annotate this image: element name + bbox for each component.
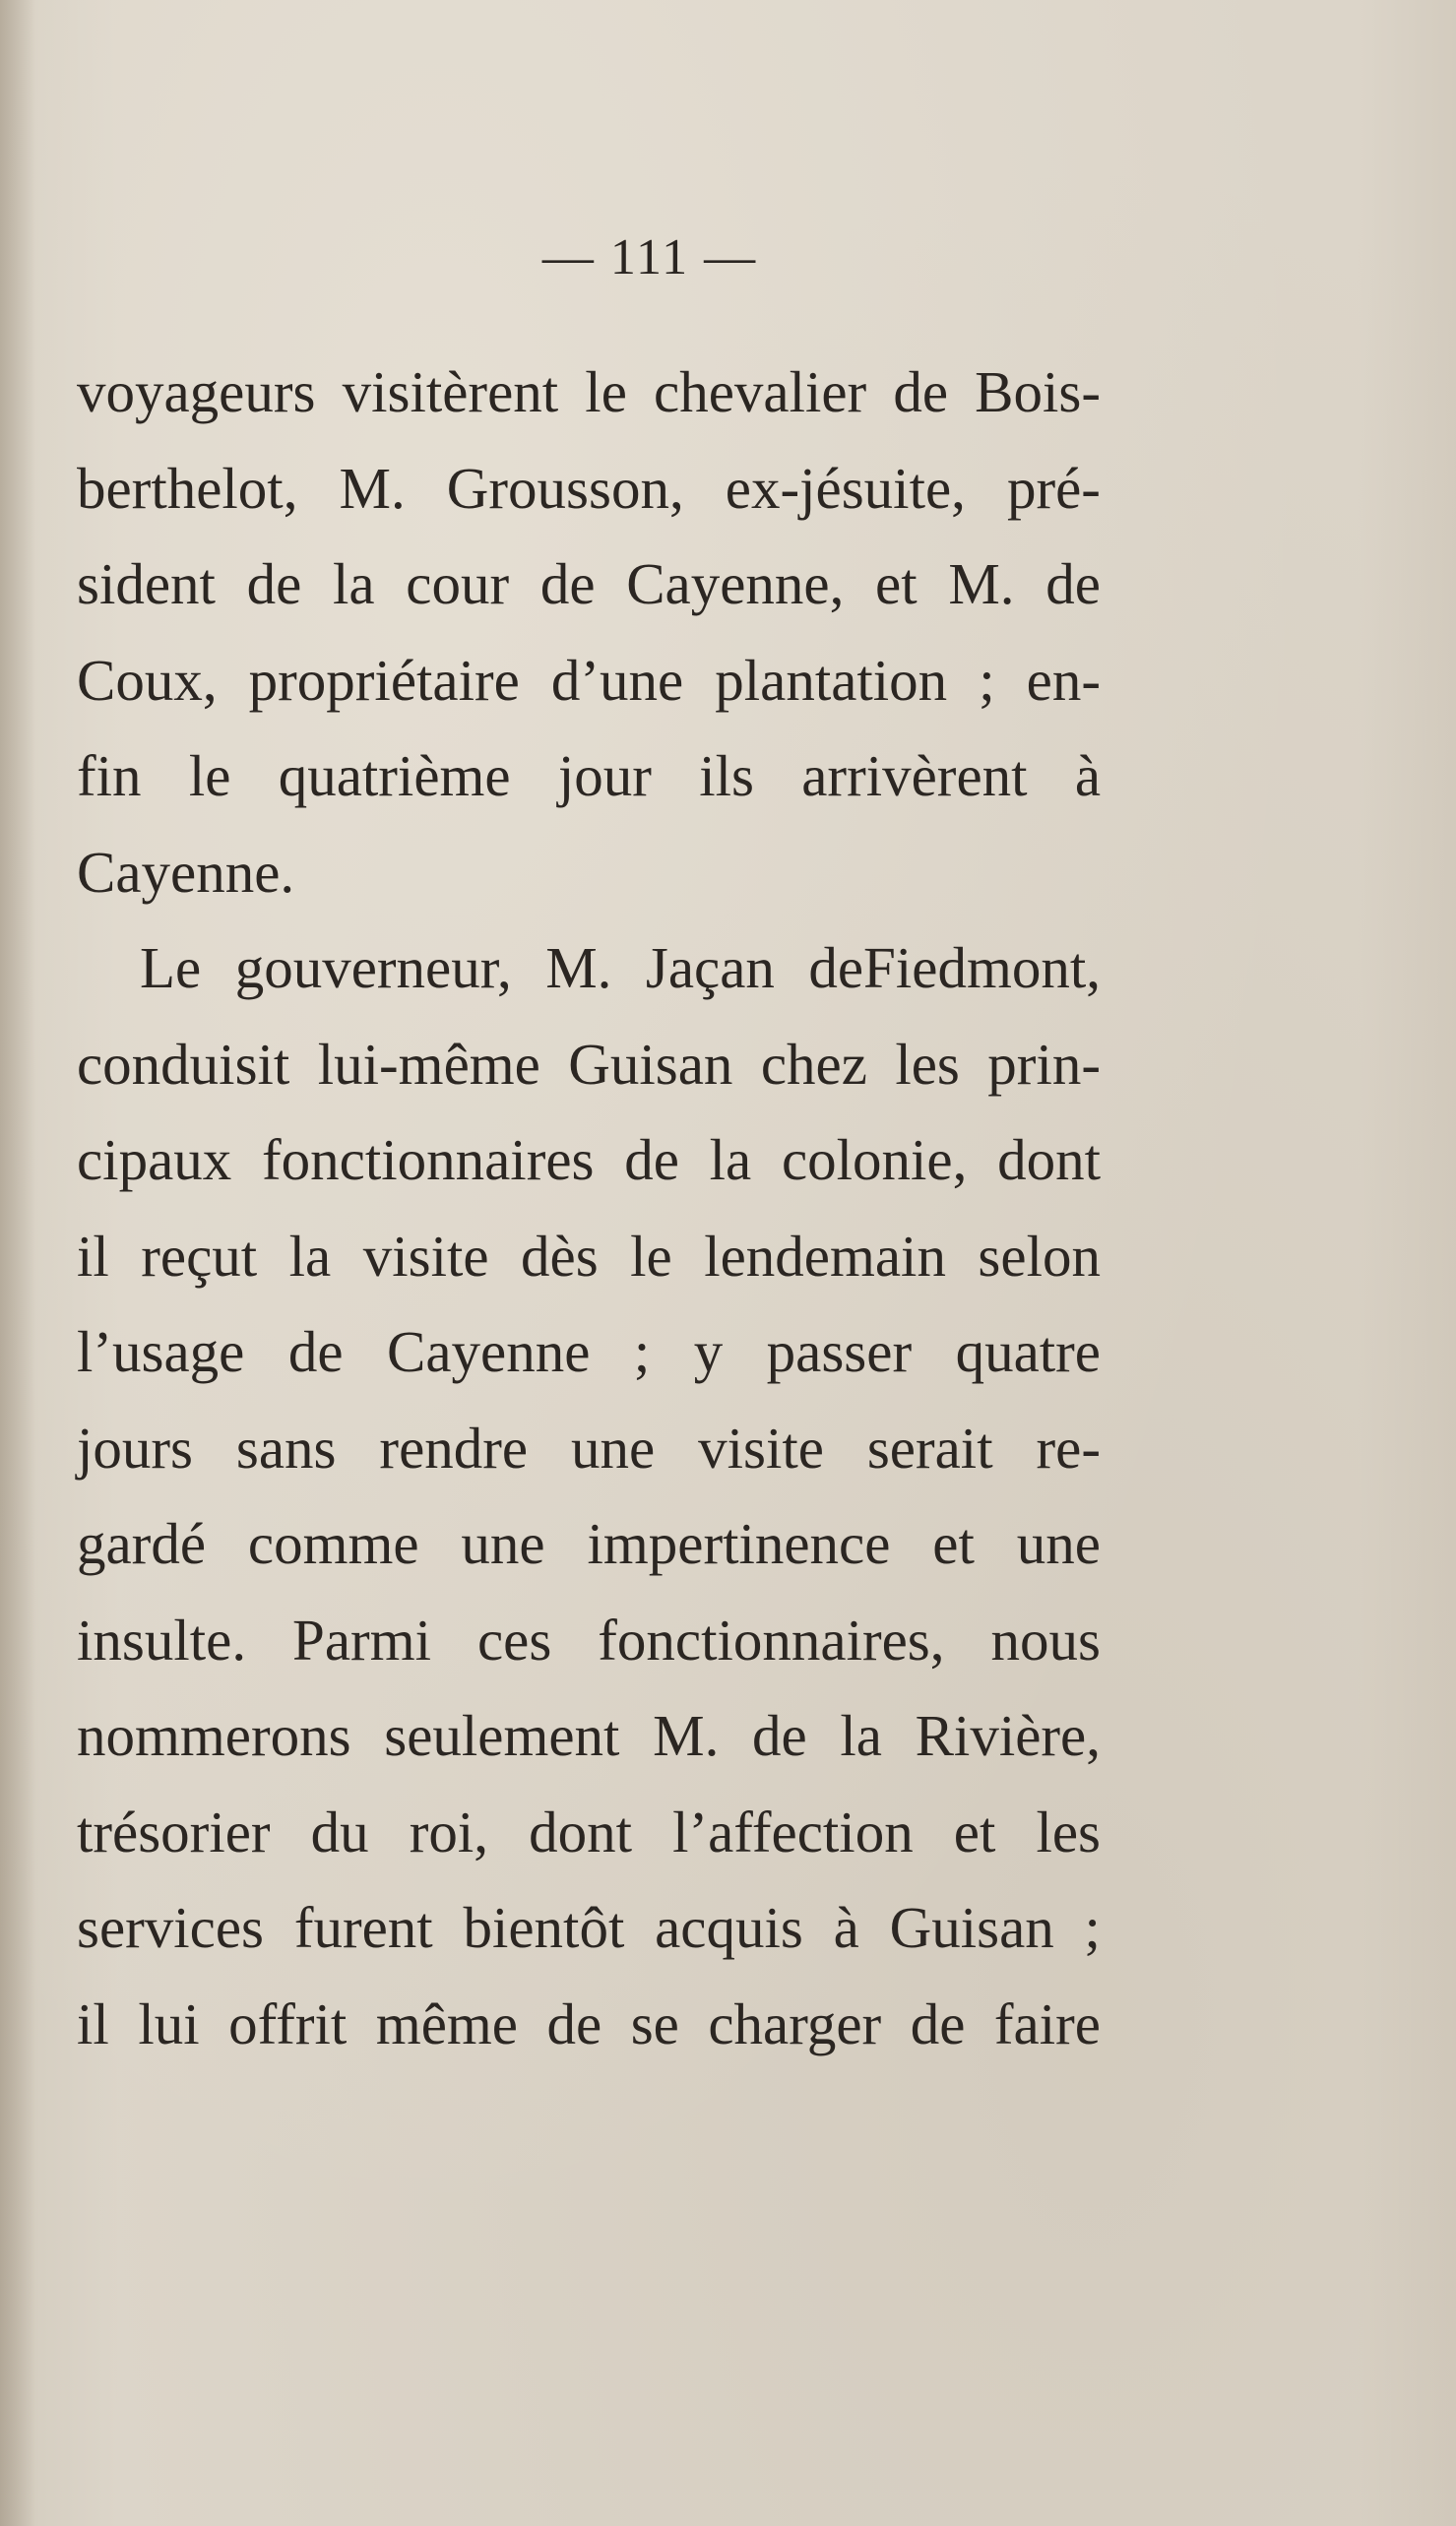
word: Jaçan	[645, 935, 775, 1000]
word: les	[1036, 1799, 1101, 1864]
word: chez	[760, 1031, 867, 1097]
word: propriétaire	[248, 647, 520, 713]
word: berthelot,	[77, 455, 298, 521]
page-edge-shadow	[0, 0, 35, 2526]
word: lui	[138, 1990, 200, 2056]
word: et	[932, 1511, 975, 1576]
text-line	[77, 1880, 1101, 1977]
word: Cayenne	[386, 1319, 591, 1384]
text-line	[77, 920, 1101, 1017]
word: seulement	[384, 1703, 620, 1768]
word: M.	[545, 935, 612, 1000]
word: y	[693, 1319, 724, 1384]
page-number: — 111 —	[541, 229, 758, 285]
word: nous	[990, 1607, 1101, 1673]
word: ces	[476, 1607, 552, 1673]
word: conduisit	[77, 1031, 290, 1097]
word: furent	[293, 1895, 433, 1960]
text-line	[77, 345, 1101, 441]
text-line	[77, 1112, 1101, 1209]
word: comme	[247, 1511, 419, 1576]
word: fin	[77, 743, 142, 808]
word: lendemain	[704, 1223, 946, 1289]
word: de	[751, 1703, 807, 1768]
word: fonctionnaires	[262, 1127, 595, 1192]
word: l’affection	[672, 1799, 914, 1864]
word: Bois-	[975, 359, 1101, 424]
word: en-	[1026, 647, 1101, 713]
word: faire	[993, 1990, 1101, 2056]
word: la	[333, 551, 375, 616]
word: re-	[1036, 1415, 1101, 1481]
text-line	[77, 728, 1101, 825]
word: reçut	[141, 1223, 258, 1289]
word: visite	[698, 1415, 824, 1481]
word: prin-	[987, 1031, 1101, 1097]
word: Cayenne,	[626, 551, 845, 616]
word: d’une	[550, 647, 684, 713]
word: il	[77, 1990, 109, 2056]
text-line	[77, 1209, 1101, 1305]
word: Guisan	[889, 1895, 1054, 1960]
word: impertinence	[587, 1511, 891, 1576]
word: il	[77, 1223, 109, 1289]
word: jour	[557, 743, 652, 808]
word: de	[1045, 551, 1101, 616]
word: Guisan	[568, 1031, 733, 1097]
word: même	[375, 1990, 518, 2056]
word: à	[833, 1895, 859, 1960]
word: quatre	[955, 1319, 1101, 1384]
word: du	[310, 1799, 369, 1864]
word: de	[539, 551, 596, 616]
word: dès	[521, 1223, 599, 1289]
text-line	[77, 633, 1101, 729]
word: ils	[699, 743, 754, 808]
word: chevalier	[654, 359, 867, 424]
word: sans	[235, 1415, 337, 1481]
text-line	[77, 1304, 1101, 1401]
word: une	[461, 1511, 545, 1576]
word: une	[1016, 1511, 1101, 1576]
word: Coux,	[77, 647, 218, 713]
word: ex-jésuite,	[725, 455, 966, 521]
word: ;	[979, 647, 995, 713]
word: services	[77, 1895, 265, 1960]
word: selon	[978, 1223, 1101, 1289]
word: les	[895, 1031, 960, 1097]
word: Parmi	[292, 1607, 431, 1673]
word: cour	[406, 551, 510, 616]
word: de	[287, 1319, 344, 1384]
word: cipaux	[77, 1127, 232, 1192]
word: le	[188, 743, 231, 808]
word: le	[630, 1223, 672, 1289]
word: et	[875, 551, 918, 616]
word: le	[585, 359, 627, 424]
word: insulte.	[77, 1607, 247, 1673]
text-line	[77, 1017, 1101, 1113]
word: Cayenne.	[77, 839, 295, 905]
word: M.	[339, 455, 406, 521]
text-line	[77, 825, 1101, 921]
word: de	[546, 1990, 602, 2056]
word: M.	[653, 1703, 720, 1768]
word: de	[893, 359, 949, 424]
word: ;	[1084, 1895, 1101, 1960]
word: la	[840, 1703, 882, 1768]
text-line	[77, 1785, 1101, 1881]
text-line	[77, 1401, 1101, 1497]
word: serait	[866, 1415, 993, 1481]
word: jours	[77, 1415, 193, 1481]
text-line	[77, 1977, 1101, 2073]
text-line	[77, 1688, 1101, 1785]
word: quatrième	[278, 743, 511, 808]
word: ;	[633, 1319, 651, 1384]
word: plantation	[715, 647, 948, 713]
word: charger	[708, 1990, 882, 2056]
word: bientôt	[463, 1895, 625, 1960]
word: lui-même	[317, 1031, 540, 1097]
word: de	[246, 551, 302, 616]
word: rendre	[379, 1415, 529, 1481]
word: fonctionnaires,	[598, 1607, 945, 1673]
word: dont	[997, 1127, 1101, 1192]
body-text	[77, 345, 1101, 2072]
word: Rivière,	[915, 1703, 1101, 1768]
word: nommerons	[77, 1703, 351, 1768]
word: et	[953, 1799, 996, 1864]
word: deFiedmont,	[808, 935, 1101, 1000]
word: de	[910, 1990, 966, 2056]
word: arrivèrent	[801, 743, 1028, 808]
word: Grousson,	[446, 455, 684, 521]
word: colonie,	[781, 1127, 968, 1192]
word: pré-	[1006, 455, 1101, 521]
word: à	[1074, 743, 1101, 808]
word: acquis	[655, 1895, 803, 1960]
word: gouverneur,	[234, 935, 512, 1000]
word: offrit	[228, 1990, 348, 2056]
word: roi,	[409, 1799, 489, 1864]
word: l’usage	[77, 1319, 245, 1384]
word: se	[630, 1990, 679, 2056]
word: trésorier	[77, 1799, 271, 1864]
word: Le	[140, 935, 202, 1000]
word: la	[288, 1223, 332, 1289]
word: voyageurs	[77, 359, 316, 424]
word: une	[571, 1415, 656, 1481]
word: visite	[362, 1223, 489, 1289]
word: passer	[766, 1319, 913, 1384]
word: de	[624, 1127, 679, 1192]
word: la	[709, 1127, 752, 1192]
word: gardé	[77, 1511, 207, 1576]
word: visitèrent	[342, 359, 559, 424]
word: sident	[77, 551, 216, 616]
text-line	[77, 537, 1101, 633]
text-line	[77, 1496, 1101, 1593]
word: M.	[948, 551, 1015, 616]
text-line	[77, 1593, 1101, 1689]
text-line	[77, 441, 1101, 537]
word: dont	[529, 1799, 632, 1864]
